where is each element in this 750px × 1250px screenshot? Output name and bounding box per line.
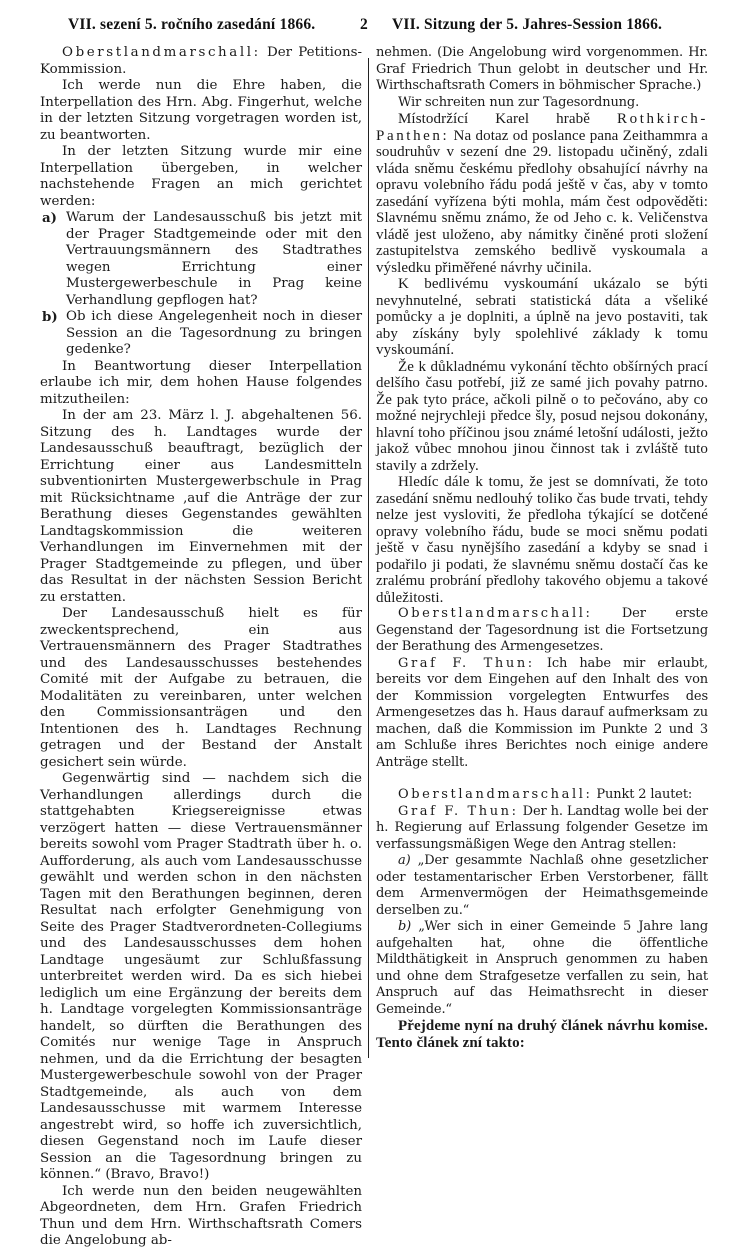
paragraph-text: „Der gesammte Nachlaß ohne gesetzlicher oder testamentarischer Erben Verstorbener, fällt dem Armenvermögen der Heimathsgemeinde derselben zu.“	[376, 853, 708, 918]
paragraph: Ich werde nun die Ehre haben, die Interpellation des Hrn. Abg. Fingerhut, welche in der letzten Sitzung vorgetragen worden ist, zu beantworten.	[40, 78, 362, 143]
paragraph	[376, 656, 708, 772]
paragraph: Gegenwärtig sind — nachdem sich die Verhandlungen allerdings durch die stattgehabten Kriegsereignisse etwas verzögert hatten — diese Vertrauensmänner bereits sowohl vom Prager Stadtrath über h. o. Aufforderung, als auch vom Landesausschusse gewählt und werden schon in den nächsten Tagen mit den Berathungen beginnen, deren Resultat nach erfolgter Genehmigung von Seite des Prager Stadtverordneten-Collegiums und des Landesausschusses dem hohen Landtage ungesäumt zur Schlußfassung unterbreitet werden wird. Da es sich hiebei lediglich um eine Ergänzung der bereits dem h. Landtage vorgelegten Kommissionsanträge handelt, so dürften die Berathungen des Comités nur wenige Tage in Anspruch nehmen, und da die Errichtung der besagten Mustergewerbeschule sowohl von der Prager Stadtgemeinde, als auch von dem Landesausschusse mit warmem Interesse angestrebt wird, so hoffe ich zuversichtlich, diesen Gegenstand noch im Laufe dieser Session an die Tagesordnung bringen zu können.“ (Bravo, Bravo!)	[40, 771, 362, 1182]
paragraph-text: Na dotaz od poslance pana Zeithammra a soudruhův v sezení dne 29. listopadu učiněný, zdali vláda sněmu českému předlohy obsahující návrhy na opravu volebního řádu podá ještě v čas, aby v tomto zasedání vyřízena býti mohla, mám čest odpověděti: Slavnému sněmu známo, že od Jeho c. k. Veličenstva vládě jest uloženo, aby námitky činěné proti složení zastupitelstva zemského bedlivě vyskoumala a výsledku přiměřené návrhy učinila.	[376, 127, 708, 276]
header-title-german: VII. Sitzung der 5. Jahres-Session 1866.	[392, 16, 663, 33]
paragraph: Der Landesausschuß hielt es für zweckentsprechend, ein aus Vertrauensmännern des Prager Stadtrathes und des Landesausschusses bestehendes Comité mit der Aufgabe zu betrauen, die Modalitäten zu vereinbaren, unter welchen den Commissionsanträgen und den Intentionen des h. Landtages Rechnung getragen und der Bestand der Anstalt gesichert sein würde.	[40, 606, 362, 770]
list-marker: a)	[398, 853, 411, 868]
paragraph	[376, 606, 708, 656]
paragraph: Hledíc dále k tomu, že jest se domnívati, že toto zasedání sněmu nedlouhý toliko čas bude trvati, tehdy nelze jest vysloviti, že předloha týkající se dotčené opravy volebního řádu, bude se moci sněmu podati ještě v času nynějšího zasedání a kdyby se snad i podařilo ji podati, že slavnému sněmu dostačí čas ke zralému probrání předlohy takového objemu a takové důležitosti.	[376, 474, 708, 606]
paragraph-text: Der erste Gegenstand der Tagesordnung ist die Fortsetzung der Berathung des Armengesetzes.	[376, 606, 708, 654]
list-item-text: Ob ich diese Angelegenheit noch in dieser Session an die Tagesordnung zu bringen gedenke?	[66, 309, 362, 357]
paragraph: nehmen. (Die Angelobung wird vorgenommen. Hr. Graf Friedrich Thun gelobt in deutscher und Hr. Wirthschaftsrath Comers in böhmischer Sprache.)	[376, 45, 708, 93]
paragraph-text: „Wer sich in einer Gemeinde 5 Jahre lang aufgehalten hat, ohne die öffentliche Mildthätigkeit in Anspruch genommen zu haben und ohne dem Strafgesetze verfallen zu sein, hat Anspruch auf das Heimathsrecht in dieser Gemeinde.“	[376, 919, 708, 1017]
section-gap	[376, 771, 708, 787]
list-marker: b)	[42, 309, 58, 325]
column-divider	[368, 58, 369, 1058]
paragraph: Že k důkladnému vykonání těchto obšírných prací delšího času potřebí, již ze samé jich povahy patrno. Že pak tyto práce, ačkoli pilně o to pečováno, aby co možné nejrychleji předce šly, posud nejsou dokonány, hlavní toho příčinou jsou známé letošní události, ježto jakož vůbec mnohou jinou činnost tak i zvláště tuto stavily a zdržely.	[376, 358, 708, 474]
list-marker: a)	[42, 210, 58, 226]
paragraph-text: Punkt 2 lautet:	[592, 787, 693, 802]
list-marker: b)	[398, 919, 412, 934]
paragraph-text: Ich habe mir erlaubt, bereits vor dem Eingehen auf den Inhalt des von der Kommission vorgelegten Entwurfes des Armengesetzes das h. Haus darauf aufmerksam zu machen, daß die Kommission im Punkte 2 und 3 am Schluße ihres Berichtes noch einige andere Anträge stellt.	[376, 655, 708, 770]
paragraph	[376, 804, 708, 854]
speaker-name: Rothkirch-Panthen:	[376, 111, 708, 144]
paragraph: Ich werde nun den beiden neugewählten Abgeordneten, dem Hrn. Grafen Friedrich Thun und dem Hrn. Wirthschaftsrath Comers die Angelobung ab-	[40, 1183, 362, 1248]
paragraph: In Beantwortung dieser Interpellation erlaube ich mir, dem hohen Hause folgendes mitzutheilen:	[40, 358, 362, 407]
paragraph	[40, 45, 362, 78]
paragraph: In der am 23. März l. J. abgehaltenen 56. Sitzung des h. Landtages wurde der Landesausschuß beauftragt, bezüglich der Errichtung einer aus Landesmitteln subventionirten Mustergewerbschule in Prag mit Rücksichtname ‚auf die Anträge der zur Berathung dieses Gegenstandes gewählten Landtagskommission die weiteren Verhandlungen im Einvernehmen mit der Prager Stadtgemeinde zu pflegen, und über das Resultat in der nächsten Session Bericht zu erstatten.	[40, 408, 362, 605]
paragraph	[376, 787, 708, 804]
header-title-czech: VII. sezení 5. ročního zasedání 1866.	[68, 16, 316, 33]
speaker-title: Místodržící Karel hrabě	[398, 111, 617, 127]
list-item	[40, 309, 362, 359]
list-item	[40, 210, 362, 309]
speaker-name: Graf F. Thun:	[398, 655, 535, 671]
right-column	[376, 45, 708, 1051]
list-item-text: Warum der Landesausschuß bis jetzt mit der Prager Stadtgemeinde oder mit den Vertrauungsmännern des Stadtrathes wegen Errichtung einer Mustergewerbeschule in Prag keine Verhandlung gepflogen hat?	[66, 210, 362, 308]
paragraph: Wir schreiten nun zur Tagesordnung.	[398, 94, 640, 110]
page-header	[40, 16, 700, 38]
page-number: 2	[360, 16, 368, 33]
left-column	[40, 45, 362, 1250]
paragraph	[376, 853, 708, 919]
speaker-name: Oberstlandmarschall:	[398, 606, 593, 621]
speaker-name: Oberstlandmarschall:	[398, 787, 593, 802]
paragraph: In der letzten Sitzung wurde mir eine Interpellation übergeben, in welcher nachstehende Fragen an mich gerichtet werden:	[40, 144, 362, 209]
paragraph: K bedlivému vyskoumání ukázalo se býti nevyhnutelné, sebrati statistická dáta a všeliké pomůcky a je doplniti, a úplně na jevo postaviti, tak aby získány byly spolehlivé základy k tomu vyskoumání.	[376, 276, 708, 358]
paragraph	[376, 919, 708, 1018]
paragraph: Přejdeme nyní na druhý článek návrhu komise. Tento článek zní takto:	[376, 1018, 708, 1051]
speaker-name: Oberstlandmarschall:	[62, 45, 261, 60]
speaker-name: Graf F. Thun:	[398, 803, 519, 819]
paragraph	[376, 111, 708, 276]
paragraph-text: Der Petitions-Kommission.	[40, 45, 362, 77]
paragraph-text: Der h. Landtag wolle bei der h. Regierung auf Erlassung folgender Gesetze im verfassungsmäßigen Wege den Antrag stellen:	[376, 803, 708, 852]
